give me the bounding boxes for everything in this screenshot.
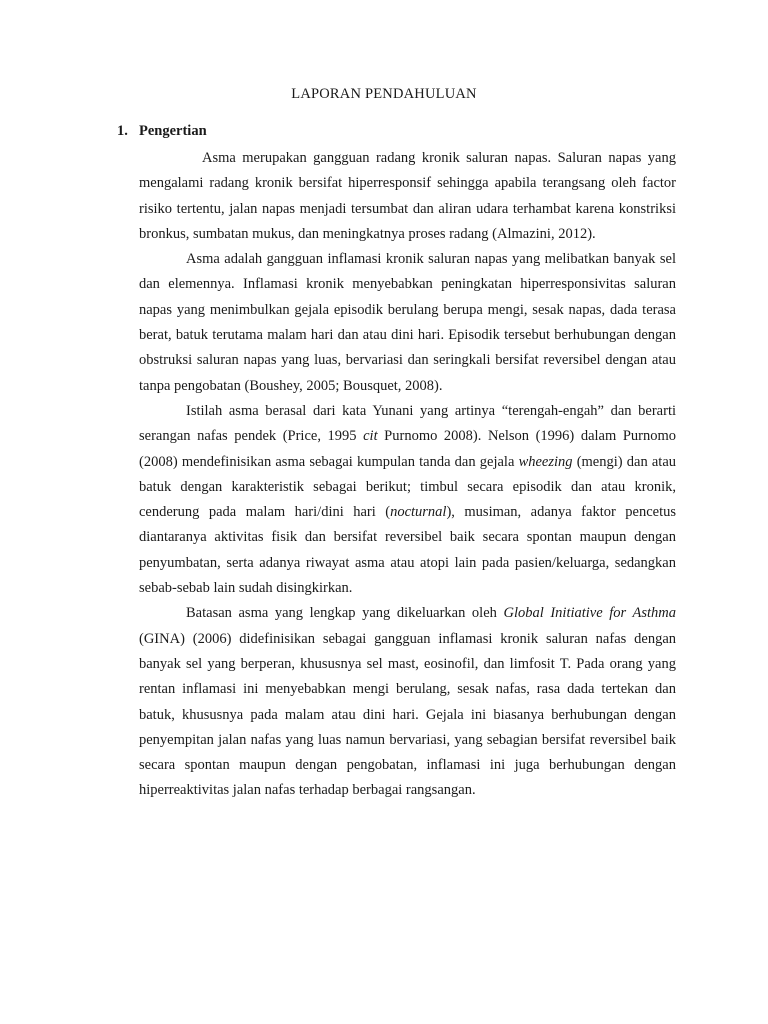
italic-term: wheezing — [518, 453, 573, 470]
section-body — [139, 146, 676, 804]
paragraph-text: Istilah asma berasal dari kata Yunani yang artinya “terengah-engah” dan berarti serangan nafas pendek (Price, 1995 — [139, 402, 676, 445]
paragraph-text: (mengi) dan atau batuk dengan karakteristik sebagai berikut; timbul secara episodik dan atau kronik, cenderung pada malam hari/dini hari ( — [139, 453, 676, 521]
document-title: LAPORAN PENDAHULUAN — [291, 86, 477, 102]
paragraph-text: Asma adalah gangguan inflamasi kronik saluran napas yang melibatkan banyak sel dan elemennya. Inflamasi kronik menyebabkan peningkatan hiperresponsivitas saluran napas yang menimbulkan gejala episodik berulang berupa mengi, sesak napas, dada terasa berat, batuk terutama malam hari dan atau dini hari. Episodik tersebut berhubungan dengan obstruksi saluran napas yang luas, bervariasi dan seringkali bersifat reversibel dengan atau tanpa pengobatan (Boushey, 2005; Bousquet, 2008). — [139, 251, 676, 394]
paragraph-text: Asma merupakan gangguan radang kronik saluran napas. Saluran napas yang mengalami radang kronik bersifat hiperresponsif sehingga apabila terangsang oleh factor risiko tertentu, jalan napas menjadi tersumbat dan aliran udara terhambat karena konstriksi bronkus, sumbatan mukus, dan meningkatnya proses radang (Almazini, 2012). — [139, 150, 676, 242]
section-number: 1. — [117, 123, 128, 139]
paragraph-text: (GINA) (2006) didefinisikan sebagai gangguan inflamasi kronik saluran nafas dengan banyak sel yang berperan, khususnya sel mast, eosinofil, dan limfosit T. Pada orang yang rentan inflamasi ini menyebabkan mengi berulang, sesak nafas, rasa dada tertekan dan batuk, khususnya pada malam atau dini hari. Gejala ini biasanya berhubungan dengan penyempitan jalan nafas yang luas namun bervariasi, yang sebagian bersifat reversibel baik secara spontan maupun dengan pengobatan, inflamasi ini juga berhubungan dengan hiperreaktivitas jalan nafas terhadap berbagai rangsangan. — [139, 630, 676, 799]
italic-term: Global Initiative for Asthma — [503, 605, 677, 622]
paragraph — [139, 601, 676, 803]
italic-term: cit — [363, 428, 378, 445]
paragraph-text: Batasan asma yang lengkap yang dikeluarkan oleh — [186, 605, 504, 622]
paragraph — [139, 247, 676, 399]
section-heading-text: Pengertian — [139, 123, 207, 139]
paragraph-text: Purnomo 2008). Nelson (1996) dalam Purnomo (2008) mendefinisikan asma sebagai kumpulan tanda dan gejala — [139, 428, 676, 470]
italic-term: nocturnal — [390, 504, 447, 521]
paragraph-text: ), musiman, adanya faktor pencetus diantaranya aktivitas fisik dan bersifat reversibel baik secara spontan maupun dengan penyumbatan, serta adanya riwayat asma atau atopi lain pada pasien/keluarga, sedangkan sebab-sebab lain sudah disingkirkan. — [139, 504, 677, 597]
paragraph — [139, 399, 676, 601]
paragraph — [139, 146, 676, 247]
section-heading — [117, 123, 207, 140]
